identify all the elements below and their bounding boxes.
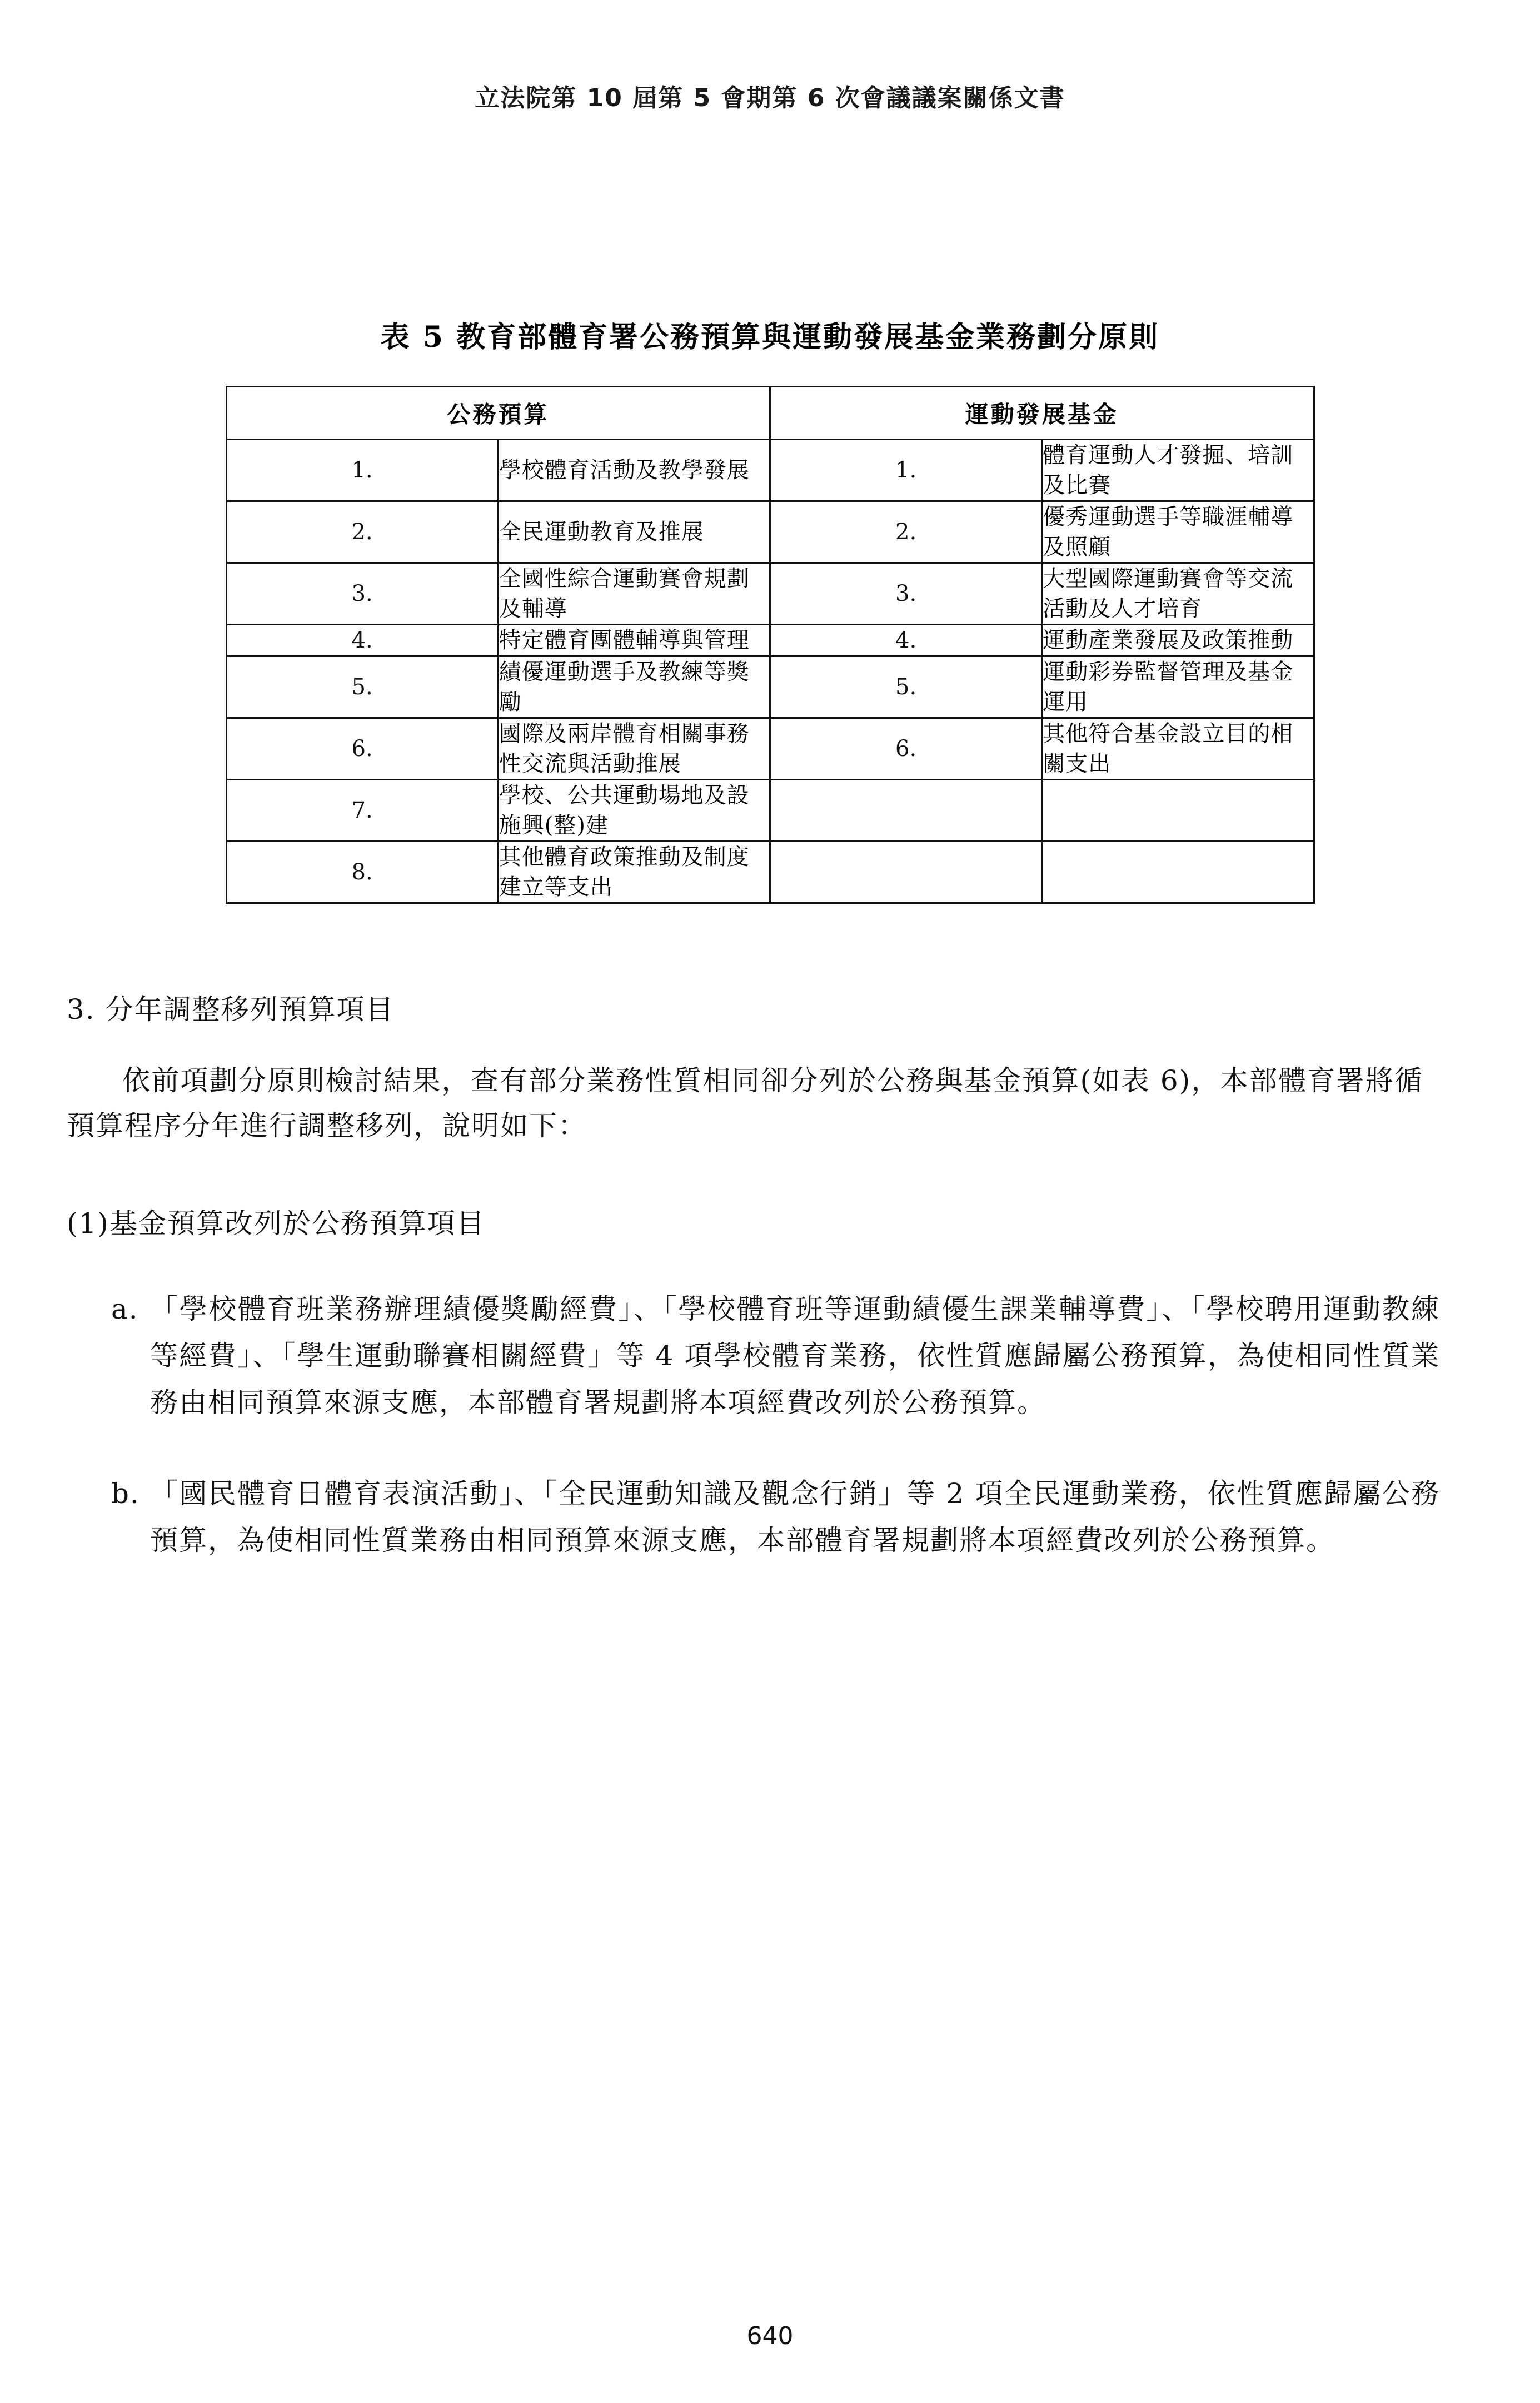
sub-heading: (1)基金預算改列於公務預算項目: [67, 1207, 485, 1240]
table-row: [226, 440, 1314, 501]
table-row: [226, 718, 1314, 780]
row-number-left: 5.: [226, 656, 498, 718]
row-number-left: 6.: [226, 718, 498, 780]
list-item-marker: a.: [111, 1293, 139, 1325]
row-number-right: 5.: [770, 656, 1042, 718]
row-text-right: 大型國際運動賽會等交流活動及人才培育: [1042, 563, 1314, 625]
table-caption: 表 5 教育部體育署公務預算與運動發展基金業務劃分原則: [380, 320, 1160, 354]
row-number-right: 4.: [770, 625, 1042, 656]
budget-table: [226, 386, 1315, 904]
list-item: [111, 1286, 1440, 1426]
running-header: 立法院第 10 屆第 5 會期第 6 次會議議案關係文書: [475, 84, 1065, 112]
page-number: 640: [746, 2322, 794, 2350]
row-text-right: 優秀運動選手等職涯輔導及照顧: [1042, 501, 1314, 563]
list-item-text: 「國民體育日體育表演活動」、「全民運動知識及觀念行銷」等 2 項全民運動業務，依性質應歸屬公務預算，為使相同性質業務由相同預算來源支應，本部體育署規劃將本項經費改列於公務預算。: [150, 1477, 1440, 1556]
row-number-left: 2.: [226, 501, 498, 563]
document-page: [0, 78, 1540, 2403]
table-row: [226, 780, 1314, 842]
column-header-public-budget: 公務預算: [226, 387, 770, 440]
intro-paragraph: 依前項劃分原則檢討結果，查有部分業務性質相同卻分列於公務與基金預算(如表 6)，本部體育署將循預算程序分年進行調整移列，說明如下：: [67, 1064, 1423, 1142]
row-text-right: [1042, 842, 1314, 903]
row-number-right: [770, 780, 1042, 842]
list-item-marker: b.: [111, 1477, 140, 1510]
row-text-left: 其他體育政策推動及制度建立等支出: [498, 842, 770, 903]
table-row: [226, 563, 1314, 625]
row-number-right: 2.: [770, 501, 1042, 563]
budget-table-wrapper: [226, 386, 1315, 904]
list-item-text: 「學校體育班業務辦理績優獎勵經費」、「學校體育班等運動績優生課業輔導費」、「學校聘用運動教練等經費」、「學生運動聯賽相關經費」等 4 項學校體育業務，依性質應歸屬公務預算，為使相同性質業務由相同預算來源支應，本部體育署規劃將本項經費改列於公務預算。: [150, 1293, 1440, 1419]
row-number-right: 3.: [770, 563, 1042, 625]
table-row: [226, 625, 1314, 656]
row-number-left: 8.: [226, 842, 498, 903]
row-text-left: 學校、公共運動場地及設施興(整)建: [498, 780, 770, 842]
row-text-left: 特定體育團體輔導與管理: [498, 625, 770, 656]
section-heading: 3. 分年調整移列預算項目: [67, 993, 395, 1026]
table-body: [226, 440, 1314, 903]
list-item: [111, 1470, 1440, 1564]
row-text-left: 績優運動選手及教練等獎勵: [498, 656, 770, 718]
row-number-left: 3.: [226, 563, 498, 625]
row-text-right: 其他符合基金設立目的相關支出: [1042, 718, 1314, 780]
row-text-left: 全國性綜合運動賽會規劃及輔導: [498, 563, 770, 625]
table-row: [226, 501, 1314, 563]
row-text-right: 運動彩券監督管理及基金運用: [1042, 656, 1314, 718]
row-text-right: 運動產業發展及政策推動: [1042, 625, 1314, 656]
table-row: [226, 842, 1314, 903]
table-header: [226, 387, 1314, 440]
table-header-row: [226, 387, 1314, 440]
row-number-left: 7.: [226, 780, 498, 842]
table-row: [226, 656, 1314, 718]
column-header-sports-fund: 運動發展基金: [770, 387, 1314, 440]
row-number-left: 4.: [226, 625, 498, 656]
row-text-left: 全民運動教育及推展: [498, 501, 770, 563]
row-number-right: 1.: [770, 440, 1042, 501]
row-number-right: 6.: [770, 718, 1042, 780]
row-text-left: 學校體育活動及教學發展: [498, 440, 770, 501]
row-text-left: 國際及兩岸體育相關事務性交流與活動推展: [498, 718, 770, 780]
row-text-right: [1042, 780, 1314, 842]
row-number-left: 1.: [226, 440, 498, 501]
row-number-right: [770, 842, 1042, 903]
row-text-right: 體育運動人才發掘、培訓及比賽: [1042, 440, 1314, 501]
